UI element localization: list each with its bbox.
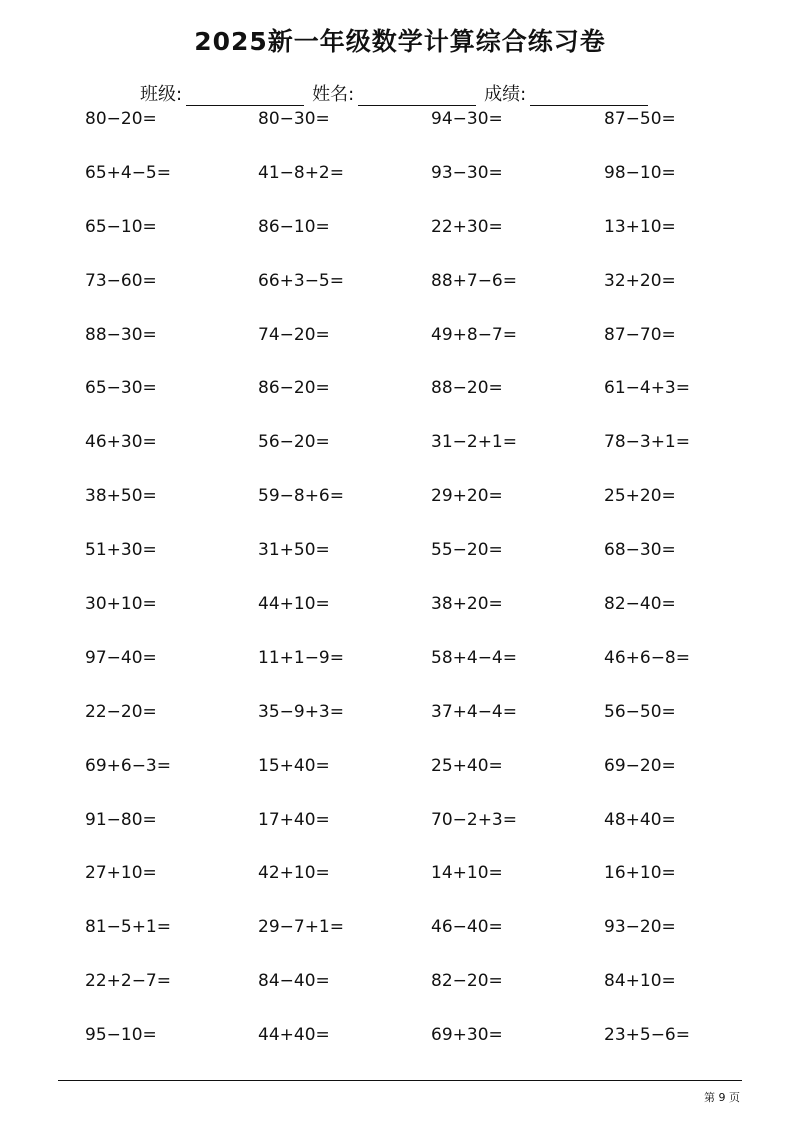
math-problem: 61−4+3= [604,378,690,399]
worksheet-title: 2025新一年级数学计算综合练习卷 [194,27,606,56]
math-problem: 69+30= [431,1025,503,1046]
math-problem: 38+50= [85,486,157,507]
math-problem: 80−30= [258,109,330,129]
math-problem: 88+7−6= [431,270,517,291]
math-problem: 44+40= [258,1025,330,1046]
math-problem: 84−40= [258,971,330,992]
student-info-row [140,80,656,106]
score-blank[interactable] [530,87,648,106]
math-problem: 68−30= [604,540,676,561]
math-problem: 11+1−9= [258,647,344,668]
math-problem: 86−10= [258,216,330,237]
math-problem: 46+6−8= [604,647,690,668]
math-problem: 16+10= [604,863,676,884]
math-problem: 37+4−4= [431,701,517,722]
math-problem: 29+20= [431,486,503,507]
math-problem: 22+2−7= [85,971,171,992]
math-problem: 82−40= [604,594,676,615]
math-problem: 17+40= [258,809,330,830]
math-problem: 93−20= [604,917,676,938]
math-problem: 69+6−3= [85,755,171,776]
math-problem: 65+4−5= [85,162,171,183]
math-problem: 86−20= [258,378,330,399]
math-problem: 51+30= [85,540,157,561]
math-problem: 46+30= [85,432,157,453]
math-problem: 32+20= [604,270,676,291]
math-problem: 48+40= [604,809,676,830]
math-problem: 65−30= [85,378,157,399]
math-problem: 88−20= [431,378,503,399]
math-problem: 25+40= [431,755,503,776]
math-problem: 65−10= [85,216,157,237]
math-problem: 29−7+1= [258,917,344,938]
math-problem: 94−30= [431,109,503,129]
math-problem: 74−20= [258,324,330,345]
math-problem: 95−10= [85,1025,157,1046]
math-problem: 59−8+6= [258,486,344,507]
math-problem: 44+10= [258,594,330,615]
math-problem: 91−80= [85,809,157,830]
math-problem: 80−20= [85,109,157,129]
name-label: 姓名: [312,84,355,105]
class-label: 班级: [140,84,183,105]
math-problem: 30+10= [85,594,157,615]
math-problem: 82−20= [431,971,503,992]
math-problem: 22+30= [431,216,503,237]
math-problem: 87−70= [604,324,676,345]
class-blank[interactable] [186,87,304,106]
math-problem: 25+20= [604,486,676,507]
score-label: 成绩: [484,84,527,105]
math-problem: 87−50= [604,109,676,129]
math-problem: 70−2+3= [431,809,517,830]
math-problem: 41−8+2= [258,162,344,183]
math-problem: 97−40= [85,647,157,668]
math-problem: 73−60= [85,270,157,291]
math-problem: 49+8−7= [431,324,517,345]
math-problem: 42+10= [258,863,330,884]
math-problem: 84+10= [604,971,676,992]
math-problem: 46−40= [431,917,503,938]
name-blank[interactable] [358,87,476,106]
math-problem: 78−3+1= [604,432,690,453]
math-problem: 88−30= [85,324,157,345]
math-problem: 27+10= [85,863,157,884]
math-problem: 66+3−5= [258,270,344,291]
math-problem: 69−20= [604,755,676,776]
math-problem: 56−20= [258,432,330,453]
math-problem: 31−2+1= [431,432,517,453]
math-problem: 13+10= [604,216,676,237]
math-problem: 22−20= [85,701,157,722]
math-problem: 93−30= [431,162,503,183]
math-problem: 15+40= [258,755,330,776]
math-problem: 56−50= [604,701,676,722]
footer-divider [58,1080,742,1081]
math-problem: 55−20= [431,540,503,561]
math-problem: 14+10= [431,863,503,884]
math-problem: 98−10= [604,162,676,183]
math-problem: 31+50= [258,540,330,561]
math-problem: 81−5+1= [85,917,171,938]
math-problem: 38+20= [431,594,503,615]
problem-grid [85,105,777,1075]
math-problem: 35−9+3= [258,701,344,722]
page-number: 第 9 页 [704,1091,740,1104]
math-problem: 58+4−4= [431,647,517,668]
math-problem: 23+5−6= [604,1025,690,1046]
